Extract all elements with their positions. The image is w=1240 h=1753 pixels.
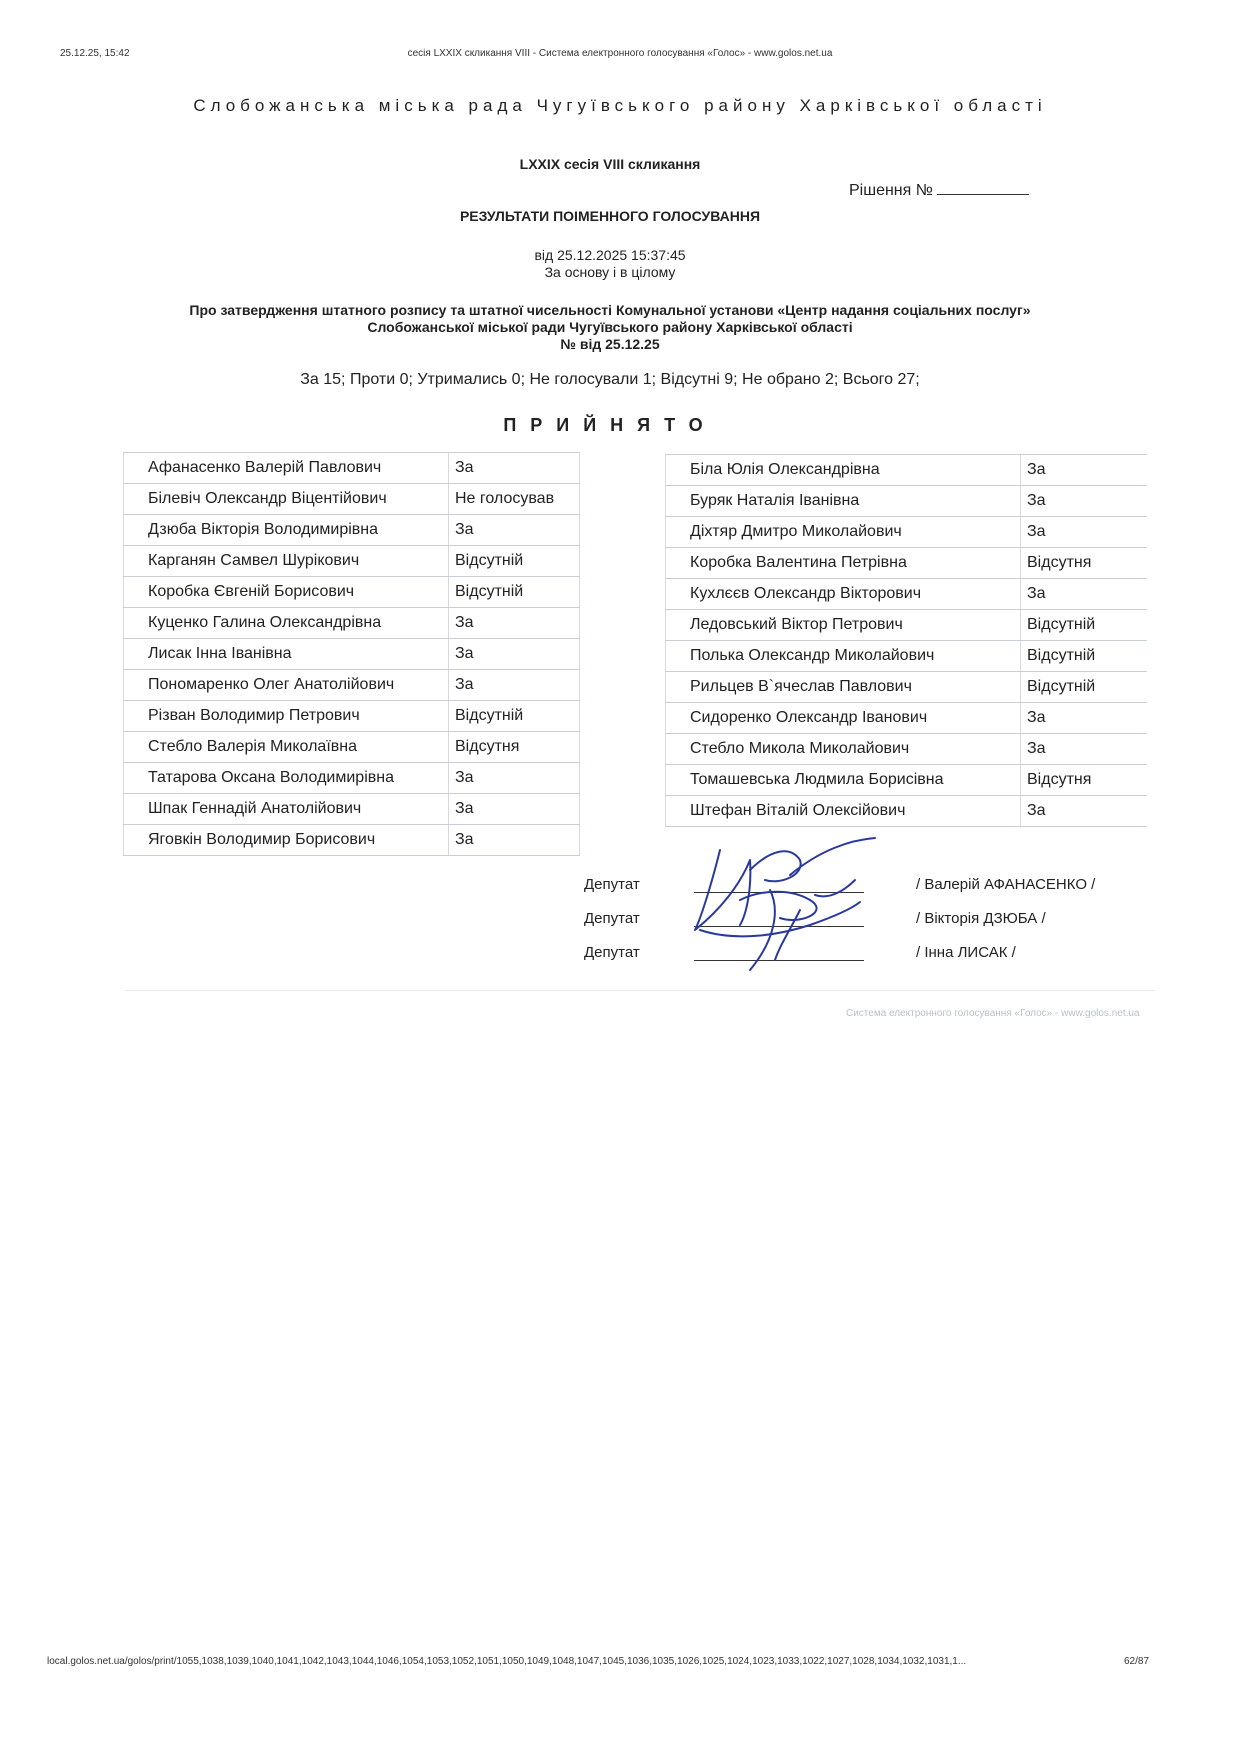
- vote-row: [666, 765, 1148, 796]
- vote-row: [124, 794, 580, 825]
- vote-row: [124, 701, 580, 732]
- deputy-name: Ледовський Віктор Петрович: [666, 610, 1021, 641]
- vote-row: [124, 639, 580, 670]
- deputy-name: Буряк Наталія Іванівна: [666, 486, 1021, 517]
- vote-row: [124, 670, 580, 701]
- result-accepted: ПРИЙНЯТО: [503, 415, 717, 435]
- vote-value: Не голосував: [449, 484, 580, 515]
- vote-row: [666, 579, 1148, 610]
- vote-basis: За основу і в цілому: [544, 264, 676, 280]
- vote-value: За: [1021, 517, 1148, 548]
- footer-system-name: Система електронного голосування «Голос» - www.golos.net.ua: [846, 1008, 1140, 1019]
- vote-value: Відсутній: [449, 577, 580, 608]
- session-title: LXXIX сесія VIII скликання: [519, 156, 701, 172]
- deputy-name: Пономаренко Олег Анатолійович: [124, 670, 449, 701]
- vote-value: Відсутній: [449, 701, 580, 732]
- vote-row: [666, 796, 1148, 827]
- signatory-name: / Вікторія ДЗЮБА /: [916, 910, 1046, 927]
- vote-value: За: [1021, 486, 1148, 517]
- vote-datetime-block: [0, 247, 1220, 281]
- deputy-name: Білевіч Олександр Віцентійович: [124, 484, 449, 515]
- vote-value: Відсутній: [449, 546, 580, 577]
- decision-subject: [0, 302, 1220, 353]
- deputy-name: Кухлєєв Олександр Вікторович: [666, 579, 1021, 610]
- vote-value: Відсутній: [1021, 610, 1148, 641]
- vote-row: [124, 484, 580, 515]
- vote-value: Відсутній: [1021, 641, 1148, 672]
- signatory-name: / Інна ЛИСАК /: [916, 944, 1016, 961]
- vote-value: Відсутня: [1021, 548, 1148, 579]
- decision-number-blank: [937, 180, 1029, 195]
- vote-value: За: [1021, 579, 1148, 610]
- results-title: РЕЗУЛЬТАТИ ПОІМЕННОГО ГОЛОСУВАННЯ: [459, 208, 761, 224]
- vote-value: Відсутня: [1021, 765, 1148, 796]
- deputy-name: Стебло Микола Миколайович: [666, 734, 1021, 765]
- signature-label: Депутат: [584, 944, 640, 961]
- deputy-name: Дзюба Вікторія Володимирівна: [124, 515, 449, 546]
- deputy-name: Томашевська Людмила Борисівна: [666, 765, 1021, 796]
- decision-number: [849, 180, 1029, 200]
- deputy-name: Татарова Оксана Володимирівна: [124, 763, 449, 794]
- vote-row: [124, 825, 580, 856]
- vote-row: [124, 546, 580, 577]
- vote-row: [124, 732, 580, 763]
- deputy-name: Шпак Геннадій Анатолійович: [124, 794, 449, 825]
- vote-value: За: [449, 608, 580, 639]
- footer-page-number: 62/87: [1124, 1656, 1150, 1667]
- vote-row: [666, 455, 1148, 486]
- vote-value: За: [449, 763, 580, 794]
- vote-row: [666, 517, 1148, 548]
- footer-separator: [125, 990, 1155, 991]
- council-name: Слобожанська міська рада Чугуївського району Харківської області: [193, 96, 1047, 115]
- deputy-name: Яговкін Володимир Борисович: [124, 825, 449, 856]
- vote-value: За: [1021, 703, 1148, 734]
- deputy-name: Карганян Самвел Шурікович: [124, 546, 449, 577]
- vote-row: [124, 577, 580, 608]
- vote-value: За: [449, 825, 580, 856]
- vote-value: Відсутній: [1021, 672, 1148, 703]
- vote-row: [666, 734, 1148, 765]
- vote-value: За: [449, 670, 580, 701]
- vote-value: За: [1021, 796, 1148, 827]
- vote-value: За: [449, 515, 580, 546]
- signature-label: Депутат: [584, 876, 640, 893]
- vote-row: [124, 453, 580, 484]
- footer-print-url: local.golos.net.ua/golos/print/1055,1038,1039,1040,1041,1042,1043,1044,1046,1054,1053,1052,1051,1050,1049,1048,1047,1045,1036,1035,1026,1025,1024,1023,1033,1022,1027,1028,1034,1032,1031,1...: [47, 1656, 967, 1667]
- vote-value: За: [1021, 455, 1148, 486]
- deputy-name: Стебло Валерія Миколаївна: [124, 732, 449, 763]
- deputy-name: Лисак Інна Іванівна: [124, 639, 449, 670]
- decision-label: Рішення №: [849, 182, 933, 199]
- vote-row: [666, 610, 1148, 641]
- vote-row: [124, 608, 580, 639]
- browser-print-date: 25.12.25, 15:42: [60, 48, 130, 59]
- signatory-name: / Валерій АФАНАСЕНКО /: [916, 876, 1096, 893]
- subject-line-1: Про затвердження штатного розпису та штатної чисельності Комунальної установи «Центр надання соціальних послуг»: [189, 302, 1031, 318]
- deputy-name: Штефан Віталій Олексійович: [666, 796, 1021, 827]
- deputy-name: Рильцев В`ячеслав Павлович: [666, 672, 1021, 703]
- deputy-name: Діхтяр Дмитро Миколайович: [666, 517, 1021, 548]
- vote-row: [666, 672, 1148, 703]
- handwritten-signature-image: [680, 830, 900, 980]
- browser-print-title: сесія LXXIX скликання VIII - Система електронного голосування «Голос» - www.golos.net.ua: [407, 48, 833, 59]
- deputy-name: Коробка Валентина Петрівна: [666, 548, 1021, 579]
- subject-line-3: № від 25.12.25: [560, 336, 660, 352]
- vote-row: [666, 548, 1148, 579]
- deputy-name: Біла Юлія Олександрівна: [666, 455, 1021, 486]
- deputy-name: Коробка Євгеній Борисович: [124, 577, 449, 608]
- vote-value: За: [1021, 734, 1148, 765]
- vote-row: [666, 486, 1148, 517]
- vote-row: [666, 703, 1148, 734]
- vote-value: За: [449, 453, 580, 484]
- vote-value: За: [449, 639, 580, 670]
- vote-row: [666, 641, 1148, 672]
- vote-value: За: [449, 794, 580, 825]
- votes-table-right: [665, 454, 1147, 827]
- votes-table-left: [123, 452, 580, 856]
- deputy-name: Афанасенко Валерій Павлович: [124, 453, 449, 484]
- vote-datetime: від 25.12.2025 15:37:45: [534, 247, 686, 263]
- vote-row: [124, 515, 580, 546]
- deputy-name: Різван Володимир Петрович: [124, 701, 449, 732]
- vote-row: [124, 763, 580, 794]
- vote-value: Відсутня: [449, 732, 580, 763]
- deputy-name: Сидоренко Олександр Іванович: [666, 703, 1021, 734]
- vote-tally: За 15; Проти 0; Утримались 0; Не голосували 1; Відсутні 9; Не обрано 2; Всього 27;: [300, 371, 920, 388]
- deputy-name: Полька Олександр Миколайович: [666, 641, 1021, 672]
- signature-label: Депутат: [584, 910, 640, 927]
- subject-line-2: Слобожанської міської ради Чугуївського району Харківської області: [367, 319, 853, 335]
- deputy-name: Куценко Галина Олександрівна: [124, 608, 449, 639]
